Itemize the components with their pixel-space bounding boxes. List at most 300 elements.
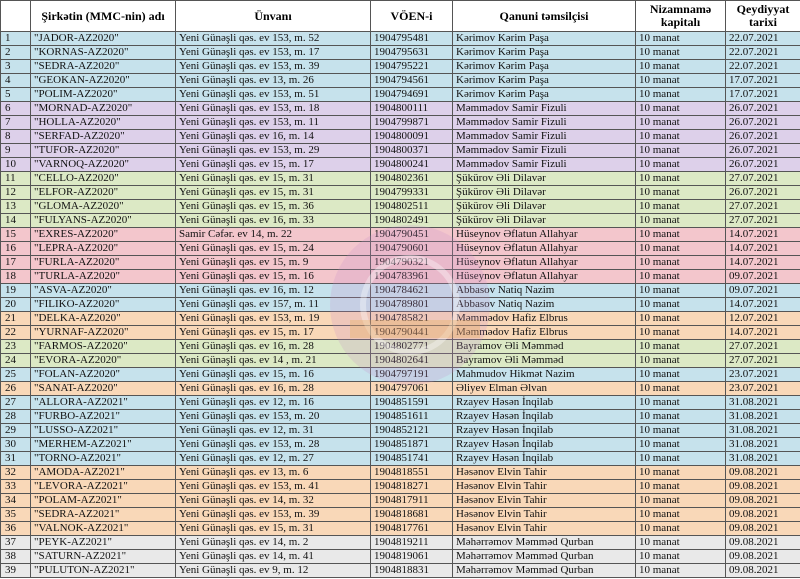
capital-cell: 10 manat	[636, 200, 726, 214]
capital-cell: 10 manat	[636, 550, 726, 564]
voen-cell: 1904802771	[371, 340, 453, 354]
row-index-cell: 18	[1, 270, 31, 284]
registration-date-cell: 26.07.2021	[726, 116, 800, 130]
capital-cell: 10 manat	[636, 452, 726, 466]
table-row	[1, 32, 800, 46]
company-name-cell: "POLAM-AZ2021"	[31, 494, 176, 508]
voen-cell: 1904851741	[371, 452, 453, 466]
table-row	[1, 326, 800, 340]
voen-cell: 1904797191	[371, 368, 453, 382]
registration-date-cell: 14.07.2021	[726, 242, 800, 256]
capital-cell: 10 manat	[636, 466, 726, 480]
address-cell: Yeni Günəşli qəs. ev 153, m. 11	[176, 116, 371, 130]
address-cell: Yeni Günəşli qəs. ev 15, m. 31	[176, 522, 371, 536]
capital-cell: 10 manat	[636, 228, 726, 242]
address-cell: Yeni Günəşli qəs. ev 14, m. 41	[176, 550, 371, 564]
address-cell: Yeni Günəşli qəs. ev 153, m. 20	[176, 410, 371, 424]
voen-cell: 1904800241	[371, 158, 453, 172]
registration-date-cell: 27.07.2021	[726, 354, 800, 368]
company-name-cell: "LEVORA-AZ2021"	[31, 480, 176, 494]
address-cell: Yeni Günəşli qəs. ev 14, m. 32	[176, 494, 371, 508]
address-cell: Yeni Günəşli qəs. ev 153, m. 41	[176, 480, 371, 494]
company-name-cell: "AMODA-AZ2021"	[31, 466, 176, 480]
registration-date-cell: 09.08.2021	[726, 480, 800, 494]
capital-cell: 10 manat	[636, 564, 726, 578]
voen-cell: 1904818831	[371, 564, 453, 578]
address-cell: Yeni Günəşli qəs. ev 16, m. 12	[176, 284, 371, 298]
header-representative: Qanuni təmsilçisi	[453, 1, 636, 32]
header-company-name: Şirkətin (MMC-nin) adı	[31, 1, 176, 32]
capital-cell: 10 manat	[636, 270, 726, 284]
registration-date-cell: 09.08.2021	[726, 536, 800, 550]
company-name-cell: "HOLLA-AZ2020"	[31, 116, 176, 130]
address-cell: Yeni Günəşli qəs. ev 15, m. 16	[176, 270, 371, 284]
registration-date-cell: 09.08.2021	[726, 522, 800, 536]
representative-cell: Bayramov Əli Məmməd	[453, 354, 636, 368]
capital-cell: 10 manat	[636, 354, 726, 368]
company-name-cell: "SERFAD-AZ2020"	[31, 130, 176, 144]
table-row	[1, 256, 800, 270]
company-name-cell: "SEDRA-AZ2021"	[31, 508, 176, 522]
company-name-cell: "ASVA-AZ2020"	[31, 284, 176, 298]
representative-cell: Məhərrəmov Məmməd Qurban	[453, 564, 636, 578]
table-row	[1, 228, 800, 242]
capital-cell: 10 manat	[636, 144, 726, 158]
registration-date-cell: 22.07.2021	[726, 46, 800, 60]
header-voen: VÖEN-i	[371, 1, 453, 32]
company-name-cell: "SEDRA-AZ2020"	[31, 60, 176, 74]
capital-cell: 10 manat	[636, 438, 726, 452]
representative-cell: Məmmədov Hafiz Elbrus	[453, 326, 636, 340]
capital-cell: 10 manat	[636, 46, 726, 60]
company-name-cell: "DELKA-AZ2020"	[31, 312, 176, 326]
representative-cell: Həsənov Elvin Tahir	[453, 494, 636, 508]
company-name-cell: "SANAT-AZ2020"	[31, 382, 176, 396]
registration-date-cell: 09.08.2021	[726, 494, 800, 508]
company-name-cell: "TURLA-AZ2020"	[31, 270, 176, 284]
address-cell: Yeni Günəşli qəs. ev 15, m. 16	[176, 368, 371, 382]
table-row	[1, 186, 800, 200]
row-index-cell: 26	[1, 382, 31, 396]
company-name-cell: "FURLA-AZ2020"	[31, 256, 176, 270]
table-row	[1, 298, 800, 312]
voen-cell: 1904852121	[371, 424, 453, 438]
company-name-cell: "ELFOR-AZ2020"	[31, 186, 176, 200]
representative-cell: Mahmudov Hikmət Nazim	[453, 368, 636, 382]
registration-date-cell: 26.07.2021	[726, 102, 800, 116]
table-row	[1, 200, 800, 214]
capital-cell: 10 manat	[636, 88, 726, 102]
representative-cell: Rzayev Həsən İnqilab	[453, 438, 636, 452]
table-row	[1, 74, 800, 88]
table-row	[1, 60, 800, 74]
address-cell: Yeni Günəşli qəs. ev 15, m. 17	[176, 326, 371, 340]
capital-cell: 10 manat	[636, 158, 726, 172]
table-row	[1, 438, 800, 452]
table-row	[1, 494, 800, 508]
address-cell: Yeni Günəşli qəs. ev 153, m. 19	[176, 312, 371, 326]
registration-date-cell: 14.07.2021	[726, 326, 800, 340]
representative-cell: Rzayev Həsən İnqilab	[453, 452, 636, 466]
row-index-cell: 31	[1, 452, 31, 466]
capital-cell: 10 manat	[636, 74, 726, 88]
voen-cell: 1904790441	[371, 326, 453, 340]
voen-cell: 1904790451	[371, 228, 453, 242]
address-cell: Yeni Günəşli qəs. ev 16, m. 14	[176, 130, 371, 144]
representative-cell: Həsənov Elvin Tahir	[453, 522, 636, 536]
address-cell: Yeni Günəşli qəs. ev 15, m. 9	[176, 256, 371, 270]
table-row	[1, 130, 800, 144]
voen-cell: 1904802641	[371, 354, 453, 368]
table-row	[1, 46, 800, 60]
table-row	[1, 368, 800, 382]
representative-cell: Kərimov Kərim Paşa	[453, 60, 636, 74]
representative-cell: Hüseynov Əflatun Allahyar	[453, 228, 636, 242]
address-cell: Yeni Günəşli qəs. ev 15, m. 31	[176, 186, 371, 200]
table-row	[1, 466, 800, 480]
representative-cell: Şükürov Əli Dilavər	[453, 186, 636, 200]
representative-cell: Şükürov Əli Dilavər	[453, 214, 636, 228]
capital-cell: 10 manat	[636, 242, 726, 256]
address-cell: Yeni Günəşli qəs. ev 12, m. 27	[176, 452, 371, 466]
representative-cell: Abbasov Natiq Nazim	[453, 284, 636, 298]
company-name-cell: "FULYANS-AZ2020"	[31, 214, 176, 228]
table-row	[1, 144, 800, 158]
row-index-cell: 37	[1, 536, 31, 550]
capital-cell: 10 manat	[636, 494, 726, 508]
company-name-cell: "LUSSO-AZ2021"	[31, 424, 176, 438]
voen-cell: 1904789801	[371, 298, 453, 312]
row-index-cell: 1	[1, 32, 31, 46]
row-index-cell: 32	[1, 466, 31, 480]
registration-date-cell: 26.07.2021	[726, 158, 800, 172]
address-cell: Yeni Günəşli qəs. ev 14, m. 2	[176, 536, 371, 550]
registration-date-cell: 27.07.2021	[726, 200, 800, 214]
registration-date-cell: 09.08.2021	[726, 564, 800, 578]
company-name-cell: "SATURN-AZ2021"	[31, 550, 176, 564]
row-index-cell: 10	[1, 158, 31, 172]
voen-cell: 1904851871	[371, 438, 453, 452]
address-cell: Yeni Günəşli qəs. ev 12, m. 16	[176, 396, 371, 410]
representative-cell: Məhərrəmov Məmməd Qurban	[453, 536, 636, 550]
voen-cell: 1904790321	[371, 256, 453, 270]
representative-cell: Həsənov Elvin Tahir	[453, 466, 636, 480]
table-body	[1, 32, 800, 578]
voen-cell: 1904790601	[371, 242, 453, 256]
capital-cell: 10 manat	[636, 410, 726, 424]
table-row	[1, 396, 800, 410]
address-cell: Yeni Günəşli qəs. ev 153, m. 39	[176, 508, 371, 522]
row-index-cell: 8	[1, 130, 31, 144]
voen-cell: 1904795481	[371, 32, 453, 46]
company-name-cell: "FARMOS-AZ2020"	[31, 340, 176, 354]
capital-cell: 10 manat	[636, 396, 726, 410]
table-row	[1, 340, 800, 354]
registration-date-cell: 09.08.2021	[726, 508, 800, 522]
row-index-cell: 27	[1, 396, 31, 410]
capital-cell: 10 manat	[636, 312, 726, 326]
table-row	[1, 158, 800, 172]
row-index-cell: 16	[1, 242, 31, 256]
address-cell: Yeni Günəşli qəs. ev 16, m. 33	[176, 214, 371, 228]
address-cell: Yeni Günəşli qəs. ev 15, m. 31	[176, 172, 371, 186]
table-row	[1, 88, 800, 102]
representative-cell: Məmmədov Samir Fizuli	[453, 158, 636, 172]
company-name-cell: "MORNAD-AZ2020"	[31, 102, 176, 116]
registration-date-cell: 26.07.2021	[726, 186, 800, 200]
row-index-cell: 19	[1, 284, 31, 298]
registration-date-cell: 09.07.2021	[726, 284, 800, 298]
capital-cell: 10 manat	[636, 32, 726, 46]
address-cell: Yeni Günəşli qəs. ev 153, m. 29	[176, 144, 371, 158]
row-index-cell: 23	[1, 340, 31, 354]
row-index-cell: 34	[1, 494, 31, 508]
table-row	[1, 382, 800, 396]
representative-cell: Məmmədov Samir Fizuli	[453, 102, 636, 116]
row-index-cell: 15	[1, 228, 31, 242]
row-index-cell: 38	[1, 550, 31, 564]
voen-cell: 1904802491	[371, 214, 453, 228]
representative-cell: Şükürov Əli Dilavər	[453, 172, 636, 186]
company-name-cell: "ALLORA-AZ2021"	[31, 396, 176, 410]
representative-cell: Əliyev Elman Əlvan	[453, 382, 636, 396]
registration-date-cell: 27.07.2021	[726, 172, 800, 186]
row-index-cell: 25	[1, 368, 31, 382]
table-row	[1, 214, 800, 228]
row-index-cell: 4	[1, 74, 31, 88]
address-cell: Yeni Günəşli qəs. ev 153, m. 51	[176, 88, 371, 102]
registration-date-cell: 23.07.2021	[726, 382, 800, 396]
company-name-cell: "TORNO-AZ2021"	[31, 452, 176, 466]
voen-cell: 1904851591	[371, 396, 453, 410]
registration-date-cell: 14.07.2021	[726, 256, 800, 270]
table-row	[1, 508, 800, 522]
registration-date-cell: 09.07.2021	[726, 270, 800, 284]
table-row	[1, 424, 800, 438]
registration-date-cell: 31.08.2021	[726, 410, 800, 424]
voen-cell: 1904783961	[371, 270, 453, 284]
voen-cell: 1904851611	[371, 410, 453, 424]
capital-cell: 10 manat	[636, 340, 726, 354]
registration-date-cell: 09.08.2021	[726, 466, 800, 480]
representative-cell: Həsənov Elvin Tahir	[453, 480, 636, 494]
voen-cell: 1904799331	[371, 186, 453, 200]
registration-date-cell: 31.08.2021	[726, 396, 800, 410]
voen-cell: 1904818271	[371, 480, 453, 494]
row-index-cell: 12	[1, 186, 31, 200]
company-name-cell: "EVORA-AZ2020"	[31, 354, 176, 368]
row-index-cell: 9	[1, 144, 31, 158]
row-index-cell: 35	[1, 508, 31, 522]
voen-cell: 1904818551	[371, 466, 453, 480]
capital-cell: 10 manat	[636, 116, 726, 130]
capital-cell: 10 manat	[636, 284, 726, 298]
registration-date-cell: 26.07.2021	[726, 144, 800, 158]
header-index	[1, 1, 31, 32]
row-index-cell: 39	[1, 564, 31, 578]
company-name-cell: "VALNOK-AZ2021"	[31, 522, 176, 536]
address-cell: Yeni Günəşli qəs. ev 9, m. 12	[176, 564, 371, 578]
table-row	[1, 116, 800, 130]
header-registration-date: Qeydiyyat tarixi	[726, 1, 800, 32]
capital-cell: 10 manat	[636, 256, 726, 270]
table-row	[1, 242, 800, 256]
representative-cell: Həsənov Elvin Tahir	[453, 508, 636, 522]
company-name-cell: "FILIKO-AZ2020"	[31, 298, 176, 312]
representative-cell: Məmmədov Samir Fizuli	[453, 144, 636, 158]
voen-cell: 1904818681	[371, 508, 453, 522]
voen-cell: 1904797061	[371, 382, 453, 396]
representative-cell: Məmmədov Hafiz Elbrus	[453, 312, 636, 326]
row-index-cell: 7	[1, 116, 31, 130]
representative-cell: Hüseynov Əflatun Allahyar	[453, 270, 636, 284]
registration-date-cell: 31.08.2021	[726, 424, 800, 438]
company-name-cell: "GLOMA-AZ2020"	[31, 200, 176, 214]
capital-cell: 10 manat	[636, 298, 726, 312]
table-row	[1, 480, 800, 494]
capital-cell: 10 manat	[636, 508, 726, 522]
company-name-cell: "LEPRA-AZ2020"	[31, 242, 176, 256]
registration-date-cell: 17.07.2021	[726, 88, 800, 102]
capital-cell: 10 manat	[636, 424, 726, 438]
company-name-cell: "TUFOR-AZ2020"	[31, 144, 176, 158]
company-name-cell: "PEYK-AZ2021"	[31, 536, 176, 550]
address-cell: Yeni Günəşli qəs. ev 153, m. 39	[176, 60, 371, 74]
registration-date-cell: 17.07.2021	[726, 74, 800, 88]
address-cell: Yeni Günəşli qəs. ev 12, m. 31	[176, 424, 371, 438]
row-index-cell: 14	[1, 214, 31, 228]
row-index-cell: 28	[1, 410, 31, 424]
table-header	[1, 1, 800, 32]
address-cell: Yeni Günəşli qəs. ev 15, m. 36	[176, 200, 371, 214]
capital-cell: 10 manat	[636, 382, 726, 396]
registration-date-cell: 22.07.2021	[726, 60, 800, 74]
voen-cell: 1904794561	[371, 74, 453, 88]
row-index-cell: 29	[1, 424, 31, 438]
voen-cell: 1904800371	[371, 144, 453, 158]
address-cell: Yeni Günəşli qəs. ev 16, m. 28	[176, 340, 371, 354]
address-cell: Yeni Günəşli qəs. ev 153, m. 28	[176, 438, 371, 452]
row-index-cell: 22	[1, 326, 31, 340]
address-cell: Yeni Günəşli qəs. ev 153, m. 17	[176, 46, 371, 60]
row-index-cell: 33	[1, 480, 31, 494]
address-cell: Yeni Günəşli qəs. ev 153, m. 52	[176, 32, 371, 46]
company-name-cell: "FURBO-AZ2021"	[31, 410, 176, 424]
row-index-cell: 3	[1, 60, 31, 74]
company-name-cell: "JADOR-AZ2020"	[31, 32, 176, 46]
voen-cell: 1904817911	[371, 494, 453, 508]
voen-cell: 1904799871	[371, 116, 453, 130]
representative-cell: Rzayev Həsən İnqilab	[453, 396, 636, 410]
capital-cell: 10 manat	[636, 102, 726, 116]
representative-cell: Hüseynov Əflatun Allahyar	[453, 242, 636, 256]
company-name-cell: "KORNAS-AZ2020"	[31, 46, 176, 60]
row-index-cell: 21	[1, 312, 31, 326]
representative-cell: Məhərrəmov Məmməd Qurban	[453, 550, 636, 564]
row-index-cell: 17	[1, 256, 31, 270]
voen-cell: 1904819211	[371, 536, 453, 550]
company-name-cell: "VARNOQ-AZ2020"	[31, 158, 176, 172]
registration-date-cell: 23.07.2021	[726, 368, 800, 382]
row-index-cell: 30	[1, 438, 31, 452]
capital-cell: 10 manat	[636, 522, 726, 536]
capital-cell: 10 manat	[636, 326, 726, 340]
address-cell: Yeni Günəşli qəs. ev 153, m. 18	[176, 102, 371, 116]
table-row	[1, 284, 800, 298]
table-row	[1, 564, 800, 578]
representative-cell: Məmmədov Samir Fizuli	[453, 116, 636, 130]
registration-date-cell: 31.08.2021	[726, 438, 800, 452]
voen-cell: 1904817761	[371, 522, 453, 536]
row-index-cell: 36	[1, 522, 31, 536]
company-name-cell: "POLIM-AZ2020"	[31, 88, 176, 102]
voen-cell: 1904800111	[371, 102, 453, 116]
voen-cell: 1904802511	[371, 200, 453, 214]
voen-cell: 1904800091	[371, 130, 453, 144]
representative-cell: Abbasov Natiq Nazim	[453, 298, 636, 312]
representative-cell: Bayramov Əli Məmməd	[453, 340, 636, 354]
row-index-cell: 20	[1, 298, 31, 312]
table-row	[1, 312, 800, 326]
voen-cell: 1904795631	[371, 46, 453, 60]
capital-cell: 10 manat	[636, 130, 726, 144]
voen-cell: 1904802361	[371, 172, 453, 186]
representative-cell: Kərimov Kərim Paşa	[453, 88, 636, 102]
header-row	[1, 1, 800, 32]
row-index-cell: 6	[1, 102, 31, 116]
header-address: Ünvanı	[176, 1, 371, 32]
representative-cell: Kərimov Kərim Paşa	[453, 32, 636, 46]
registration-date-cell: 27.07.2021	[726, 340, 800, 354]
capital-cell: 10 manat	[636, 172, 726, 186]
representative-cell: Şükürov Əli Dilavər	[453, 200, 636, 214]
capital-cell: 10 manat	[636, 536, 726, 550]
capital-cell: 10 manat	[636, 480, 726, 494]
row-index-cell: 5	[1, 88, 31, 102]
registration-date-cell: 27.07.2021	[726, 214, 800, 228]
company-name-cell: "FOLAN-AZ2020"	[31, 368, 176, 382]
voen-cell: 1904819061	[371, 550, 453, 564]
capital-cell: 10 manat	[636, 214, 726, 228]
table-row	[1, 354, 800, 368]
representative-cell: Hüseynov Əflatun Allahyar	[453, 256, 636, 270]
company-name-cell: "PULUTON-AZ2021"	[31, 564, 176, 578]
address-cell: Yeni Günəşli qəs. ev 13, m. 6	[176, 466, 371, 480]
voen-cell: 1904794691	[371, 88, 453, 102]
registration-date-cell: 22.07.2021	[726, 32, 800, 46]
table-row	[1, 410, 800, 424]
voen-cell: 1904784621	[371, 284, 453, 298]
voen-cell: 1904785821	[371, 312, 453, 326]
table-row	[1, 452, 800, 466]
registration-date-cell: 26.07.2021	[726, 130, 800, 144]
company-name-cell: "MERHEM-AZ2021"	[31, 438, 176, 452]
table-row	[1, 536, 800, 550]
company-name-cell: "GEOKAN-AZ2020"	[31, 74, 176, 88]
representative-cell: Rzayev Həsən İnqilab	[453, 424, 636, 438]
row-index-cell: 11	[1, 172, 31, 186]
address-cell: Yeni Günəşli qəs. ev 15, m. 17	[176, 158, 371, 172]
registration-date-cell: 12.07.2021	[726, 312, 800, 326]
table-row	[1, 270, 800, 284]
company-name-cell: "CELLO-AZ2020"	[31, 172, 176, 186]
row-index-cell: 2	[1, 46, 31, 60]
company-name-cell: "EXRES-AZ2020"	[31, 228, 176, 242]
address-cell: Yeni Günəşli qəs. ev 157, m. 11	[176, 298, 371, 312]
row-index-cell: 24	[1, 354, 31, 368]
voen-cell: 1904795221	[371, 60, 453, 74]
address-cell: Samir Cəfər. ev 14, m. 22	[176, 228, 371, 242]
